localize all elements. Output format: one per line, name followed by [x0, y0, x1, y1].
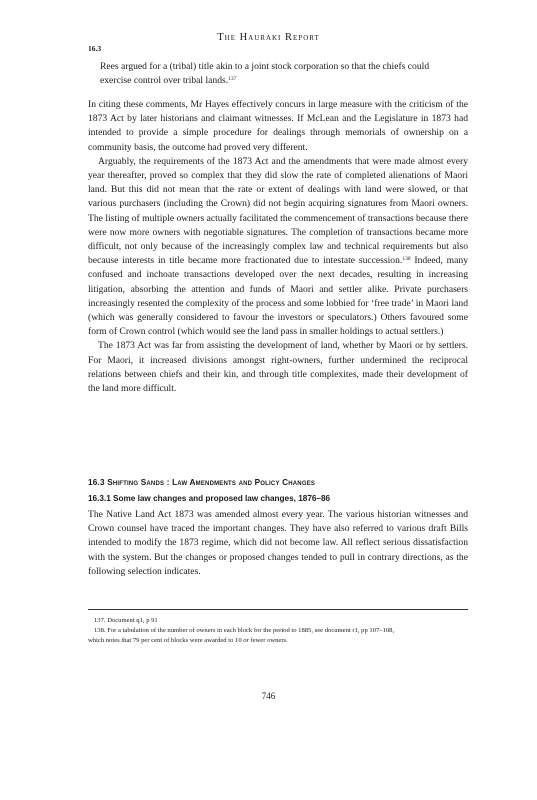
running-header: The Hauraki Report	[217, 32, 320, 43]
block-quote	[100, 60, 465, 88]
paragraph-3: The 1873 Act was far from assisting the development of land, whether by Maori or by settlers. For Maori, it increased divisions amongst right-owners, further undermined the reciprocal relations between chiefs and their kin, and through title complexites, made their development of the land more difficult.	[88, 340, 468, 395]
footnote-ref: 137	[228, 76, 237, 83]
subsection-heading: 16.3.1 Some law changes and proposed law changes, 1876–86	[88, 494, 331, 503]
quote-text: exercise control over tribal lands.	[100, 75, 229, 87]
paragraph-1: In citing these comments, Mr Hayes effectively concurs in large measure with the criticism of the 1873 Act by later historians and claimant witnesses. If McLean and the Legislature in 1873 had intended to provide a simple procedure for dealings through memorials of ownership on a community basis, the outcome had proved very different.	[88, 99, 468, 153]
quote-line	[100, 74, 465, 88]
section-marker: 16.3	[88, 44, 102, 53]
body-text-upper	[88, 98, 468, 396]
footnotes	[88, 616, 468, 646]
footnote-divider	[88, 609, 468, 610]
quote-line: Rees argued for a (tribal) title akin to a joint stock corporation so that the chiefs could	[100, 61, 430, 72]
paragraph-2-text-a: Arguably, the requirements of the 1873 Act and the amendments that were made almost every year thereafter, proved so complex that they did slow the rate of completed alienations of Maori land. But this did not mean that the rate or extent of dealings with land were slowed, or that various purchasers (including the Crown) did not begin acquiring signatures from Maori owners. The listing of multiple owners actually facilitated the commencement of transactions because there were now more owners with negotiable signatures. The completion of transactions became more difficult, not only because of the increasingly complex law and technical requirements but also because interests in title became more fractionated due to intestate succession.	[88, 155, 468, 267]
paragraph-2	[88, 155, 468, 340]
footnote-138-continued: which notes that 79 per cent of blocks were awarded to 10 or fewer owners.	[88, 637, 288, 644]
paragraph-4: The Native Land Act 1873 was amended almost every year. The various historian witnesses and Crown counsel have traced the important changes. They have also referred to various draft Bills intended to modify the 1873 regime, which did not become law. All reflect serious dissatisfaction with the system. But the changes or proposed changes tended to pull in contrary directions, as the following selection indicates.	[88, 509, 468, 577]
paragraph-2-text-b: Indeed, many confused and inchoate transactions developed over the next decades, resulting in increasing litigation, absorbing the attention and funds of Maori and settler alike. Private purchasers increasingly resented the complexity of the process and some lobbied for ‘free trade’ in Maori land (which was generally considered to favour the investors or speculators.) Others favoured some form of Crown control (which would see the land pass in smaller holdings to actual settlers.)	[88, 255, 468, 338]
footnote-138: 138. For a tabulation of the number of owners in each block for the period to 1885, see document r1, pp 107–108,	[94, 627, 395, 634]
footnote-137: 137. Document q1, p 91	[94, 617, 158, 624]
footnote-ref: 138	[402, 256, 411, 263]
section-heading: 16.3 Shifting Sands : Law Amendments and Policy Changes	[88, 478, 316, 487]
body-text-lower	[88, 508, 468, 579]
page-number: 746	[261, 691, 276, 701]
